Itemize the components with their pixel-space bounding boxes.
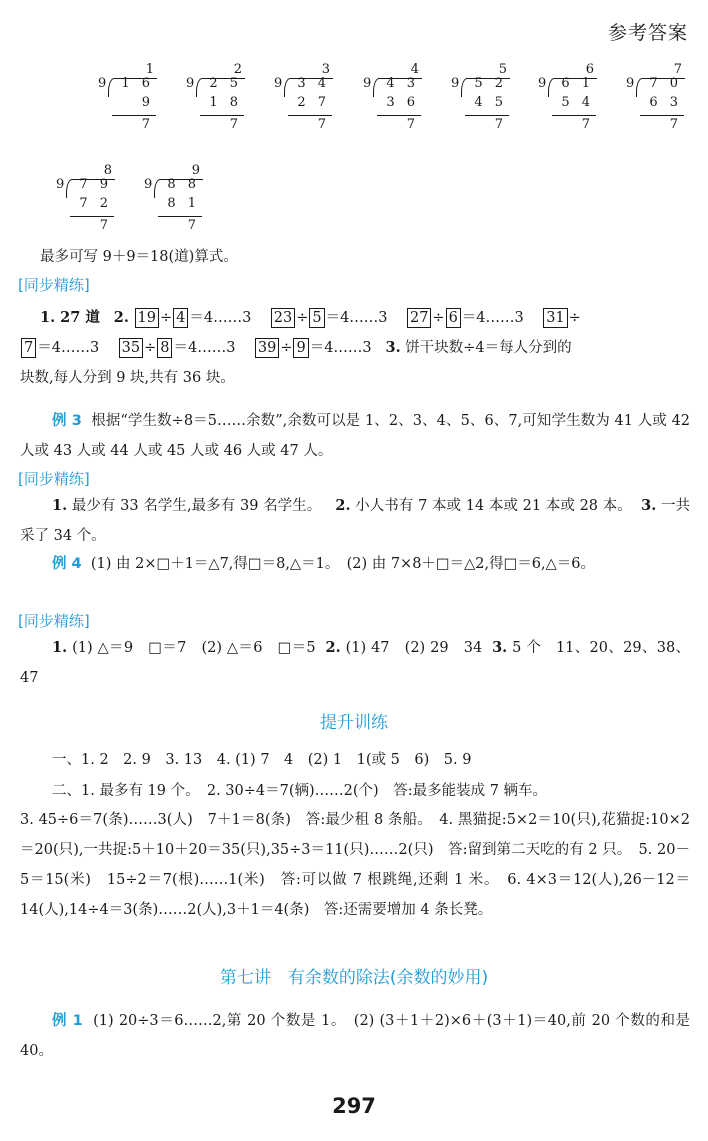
quotient: 5 — [498, 62, 507, 77]
boxed-number: 27 — [407, 308, 431, 328]
header-title: 参考答案 — [607, 22, 688, 44]
section-title-improve: 提升训练 — [320, 713, 388, 733]
long-division — [186, 62, 256, 144]
long-division — [451, 62, 521, 144]
product: 4 5 — [474, 95, 507, 110]
long-division — [538, 62, 608, 144]
text: 小人书有 7 本或 14 本或 21 本或 28 本。 — [355, 498, 632, 514]
sync-practice-label: [同步精练] — [18, 470, 90, 488]
text: ＝4……3 — [189, 310, 252, 326]
item-number: 1. 27 道 — [40, 309, 100, 326]
subtraction-line — [112, 115, 156, 116]
remainder: 7 — [141, 117, 150, 132]
subtraction-line — [640, 115, 684, 116]
remainder: 7 — [494, 117, 503, 132]
sync-practice-label: [同步精练] — [18, 276, 90, 294]
subtraction-line — [377, 115, 421, 116]
divisor: 9 — [626, 76, 635, 91]
long-division — [363, 62, 433, 144]
subtraction-line — [70, 216, 114, 217]
item-number: 1. — [52, 497, 68, 514]
dividend: 6 1 — [561, 76, 594, 91]
subtraction-line — [552, 115, 596, 116]
text: ÷ — [432, 310, 445, 326]
text: ＝4……3 — [309, 340, 372, 356]
example-text: 根据“学生数÷8＝5……余数”,余数可以是 1、2、3、4、5、6、7,可知学生数为 41 人或 42 人或 43 人或 44 人或 45 人或 46 人或 47 人。 — [20, 413, 691, 459]
quotient: 4 — [410, 62, 419, 77]
text: (1) 47 (2) 29 34 — [345, 640, 483, 656]
text: ÷ — [568, 310, 581, 326]
item-number: 3. — [492, 639, 508, 656]
boxed-number: 39 — [255, 338, 279, 358]
dividend: 7 9 — [79, 177, 112, 192]
quotient: 7 — [673, 62, 682, 77]
dividend: 5 2 — [474, 76, 507, 91]
divisor: 9 — [144, 177, 153, 192]
long-division — [98, 62, 168, 144]
boxed-number: 9 — [293, 338, 308, 358]
text: ÷ — [159, 310, 173, 326]
item-number: 2. — [335, 497, 351, 514]
item-number: 2. — [113, 309, 129, 326]
divisor: 9 — [98, 76, 107, 91]
product: 7 2 — [79, 196, 112, 211]
subtraction-line — [288, 115, 332, 116]
product: 1 8 — [209, 95, 242, 110]
boxed-number: 4 — [173, 308, 188, 328]
text: 最少有 33 名学生,最多有 39 名学生。 — [71, 498, 322, 514]
remainder: 7 — [99, 218, 108, 233]
remainder: 7 — [187, 218, 196, 233]
text: ÷ — [280, 340, 293, 356]
sync-practice-label: [同步精练] — [18, 612, 90, 630]
subtraction-line — [200, 115, 244, 116]
quotient: 9 — [191, 163, 200, 178]
dividend: 3 4 — [297, 76, 330, 91]
boxed-number: 19 — [135, 308, 159, 328]
quotient: 6 — [585, 62, 594, 77]
example-4 — [20, 549, 690, 579]
item-number: 3. — [385, 339, 401, 356]
quotient: 8 — [103, 163, 112, 178]
product: 5 4 — [561, 95, 594, 110]
long-division — [274, 62, 344, 144]
quotient: 3 — [321, 62, 330, 77]
dividend: 7 0 — [649, 76, 682, 91]
divisor: 9 — [451, 76, 460, 91]
example-text: (1) 20÷3＝6……2,第 20 个数是 1。 (2) (3＋1＋2)×6＋(3＋1)＝40,前 20 个数的和是 40。 — [20, 1013, 691, 1059]
remainder: 7 — [581, 117, 590, 132]
item-number: 1. — [52, 639, 68, 656]
divisor: 9 — [56, 177, 65, 192]
quotient: 2 — [233, 62, 242, 77]
improve-part-1: 一、1. 2 2. 9 3. 13 4. (1) 7 4 (2) 1 1(或 5 6) 5. 9 — [52, 752, 472, 768]
product: 2 7 — [297, 95, 330, 110]
text: 5 个 11、20、29、38、47 — [20, 640, 691, 686]
remainder: 7 — [317, 117, 326, 132]
subtraction-line — [465, 115, 509, 116]
improve-part-3: 3. 45÷6＝7(条)……3(人) 7＋1＝8(条) 答:最少租 8 条船。 4. 黑猫捉:5×2＝10(只),花猫捉:10×2＝20(只),一共捉:5＋10＋20＝35(只),35÷3＝11(只)……2(只) 答:留到第二天吃的有 2 只。 5. 20－5＝15(米) 15÷2＝7(根)……1(米) 答:可以做 7 根跳绳,还剩 1 米。 6. 4×3＝12(人),26－12＝14(人),14÷4＝3(条)……2(人),3＋1＝4(条) 答:还需要增加 4 条长凳。 — [20, 812, 690, 918]
text: 饼干块数÷4＝每人分到的 — [405, 340, 572, 356]
dividend: 1 6 — [121, 76, 154, 91]
text: 一共采了 34 个。 — [20, 498, 691, 544]
boxed-number: 35 — [119, 338, 143, 358]
example-text: (1) 由 2×□＋1＝△7,得□＝8,△＝1。 (2) 由 7×8＋□＝△2,得□＝6,△＝6。 — [90, 556, 596, 572]
long-division — [56, 163, 126, 245]
section-title-lecture-7: 第七讲 有余数的除法(余数的妙用) — [219, 968, 489, 988]
boxed-number: 7 — [21, 338, 36, 358]
subtraction-line — [158, 216, 202, 217]
quotient: 1 — [145, 62, 154, 77]
product: 8 1 — [167, 196, 200, 211]
text: ＝4……3 — [37, 340, 100, 356]
boxed-number: 6 — [446, 308, 461, 328]
item-number: 2. — [325, 639, 341, 656]
sync-answers-3 — [20, 633, 690, 693]
product: 9 — [141, 95, 154, 110]
improve-part-2: 二、1. 最多有 19 个。 2. 30÷4＝7(辆)……2(个) 答:最多能装成 7 辆车。 — [52, 783, 548, 799]
divisor: 9 — [538, 76, 547, 91]
text: ÷ — [144, 340, 157, 356]
text: ÷ — [296, 310, 309, 326]
text: 块数,每人分到 9 块,共有 36 块。 — [20, 370, 235, 386]
text: (1) △＝9 □＝7 (2) △＝6 □＝5 — [72, 640, 316, 656]
product: 3 6 — [386, 95, 419, 110]
item-number: 3. — [641, 497, 657, 514]
sync-answers-1 — [20, 303, 690, 393]
dividend: 4 3 — [386, 76, 419, 91]
text: ＝4……3 — [325, 310, 388, 326]
dividend: 2 5 — [209, 76, 242, 91]
boxed-number: 5 — [309, 308, 324, 328]
page-number: 297 — [332, 1094, 376, 1118]
text: ＝4……3 — [461, 310, 524, 326]
dividend: 8 8 — [167, 177, 200, 192]
example-3 — [20, 406, 690, 466]
example-label: 例 3 — [52, 413, 82, 429]
boxed-number: 8 — [157, 338, 172, 358]
remainder: 7 — [669, 117, 678, 132]
divisor: 9 — [274, 76, 283, 91]
sync-answers-2 — [20, 491, 690, 551]
example-1 — [20, 1006, 690, 1066]
example-label: 例 1 — [52, 1013, 83, 1029]
divisor: 9 — [363, 76, 372, 91]
product: 6 3 — [649, 95, 682, 110]
boxed-number: 31 — [543, 308, 567, 328]
max-formula-line: 最多可写 9＋9＝18(道)算式。 — [40, 249, 238, 265]
text: ＝4……3 — [173, 340, 236, 356]
divisor: 9 — [186, 76, 195, 91]
long-division — [626, 62, 696, 144]
remainder: 7 — [406, 117, 415, 132]
long-division — [144, 163, 214, 245]
remainder: 7 — [229, 117, 238, 132]
boxed-number: 23 — [271, 308, 295, 328]
example-label: 例 4 — [52, 556, 82, 572]
